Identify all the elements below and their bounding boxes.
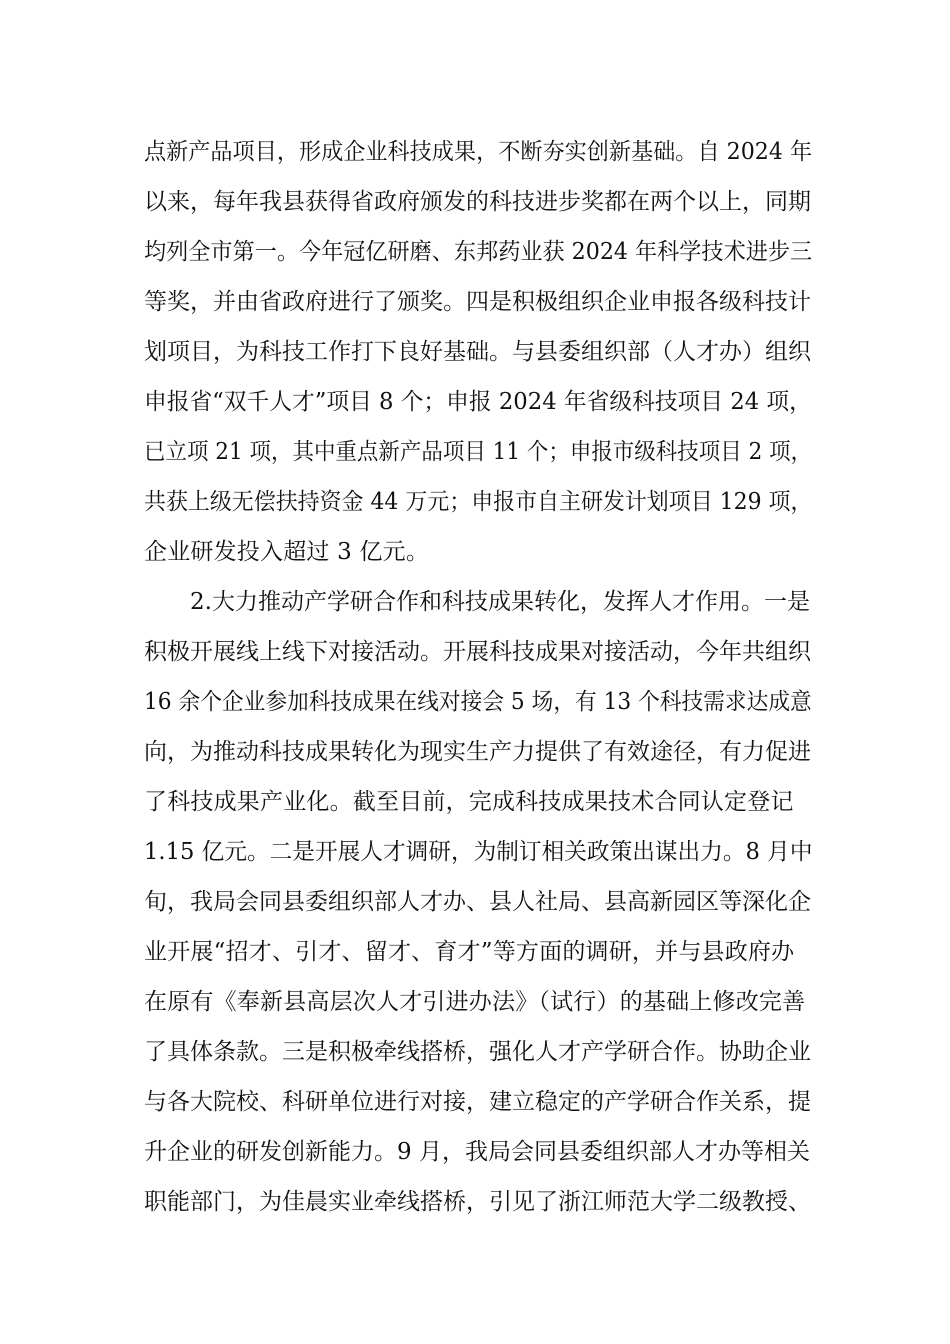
text-line: 已立项 21 项，其中重点新产品项目 11 个；申报市级科技项目 2 项， xyxy=(144,439,813,465)
text-line: 业开展“招才、引才、留才、育才”等方面的调研，并与县政府办 xyxy=(144,939,795,965)
text-line: 16 余个企业参加科技成果在线对接会 5 场，有 13 个科技需求达成意 xyxy=(144,689,812,715)
text-line: 旬，我局会同县委组织部人才办、县人社局、县高新园区等深化企 xyxy=(144,889,811,915)
text-line: 划项目，为科技工作打下良好基础。与县委组织部（人才办）组织 xyxy=(144,339,811,365)
text-line: 职能部门，为佳晨实业牵线搭桥，引见了浙江师范大学二级教授、 xyxy=(144,1189,811,1215)
text-line: 与各大院校、科研单位进行对接，建立稳定的产学研合作关系，提 xyxy=(144,1089,811,1115)
text-line: 共获上级无偿扶持资金 44 万元；申报市自主研发计划项目 129 项， xyxy=(144,489,813,515)
text-line: 以来，每年我县获得省政府颁发的科技进步奖都在两个以上，同期 xyxy=(144,189,811,215)
text-line: 企业研发投入超过 3 亿元。 xyxy=(144,539,430,565)
text-line: 均列全市第一。今年冠亿研磨、东邦药业获 2024 年科学技术进步三 xyxy=(144,239,813,265)
text-line: 升企业的研发创新能力。9 月，我局会同县委组织部人才办等相关 xyxy=(144,1139,810,1165)
text-line: 在原有《奉新县高层次人才引进办法》（试行）的基础上修改完善 xyxy=(144,989,806,1015)
text-line: 点新产品项目，形成企业科技成果，不断夯实创新基础。自 2024 年 xyxy=(144,139,813,165)
text-line: 等奖，并由省政府进行了颁奖。四是积极组织企业申报各级科技计 xyxy=(144,289,811,315)
paragraph-heading-line: 2.大力推动产学研合作和科技成果转化，发挥人才作用。一是 xyxy=(190,589,810,615)
text-line: 积极开展线上线下对接活动。开展科技成果对接活动，今年共组织 xyxy=(144,639,811,665)
text-line: 向，为推动科技成果转化为现实生产力提供了有效途径，有力促进 xyxy=(144,739,811,765)
text-line: 了科技成果产业化。截至目前，完成科技成果技术合同认定登记 xyxy=(144,789,794,815)
text-line: 申报省“双千人才”项目 8 个；申报 2024 年省级科技项目 24 项， xyxy=(144,389,812,415)
text-line: 1.15 亿元。二是开展人才调研，为制订相关政策出谋出力。8 月中 xyxy=(144,839,813,865)
text-line: 了具体条款。三是积极牵线搭桥，强化人才产学研合作。协助企业 xyxy=(144,1039,811,1065)
